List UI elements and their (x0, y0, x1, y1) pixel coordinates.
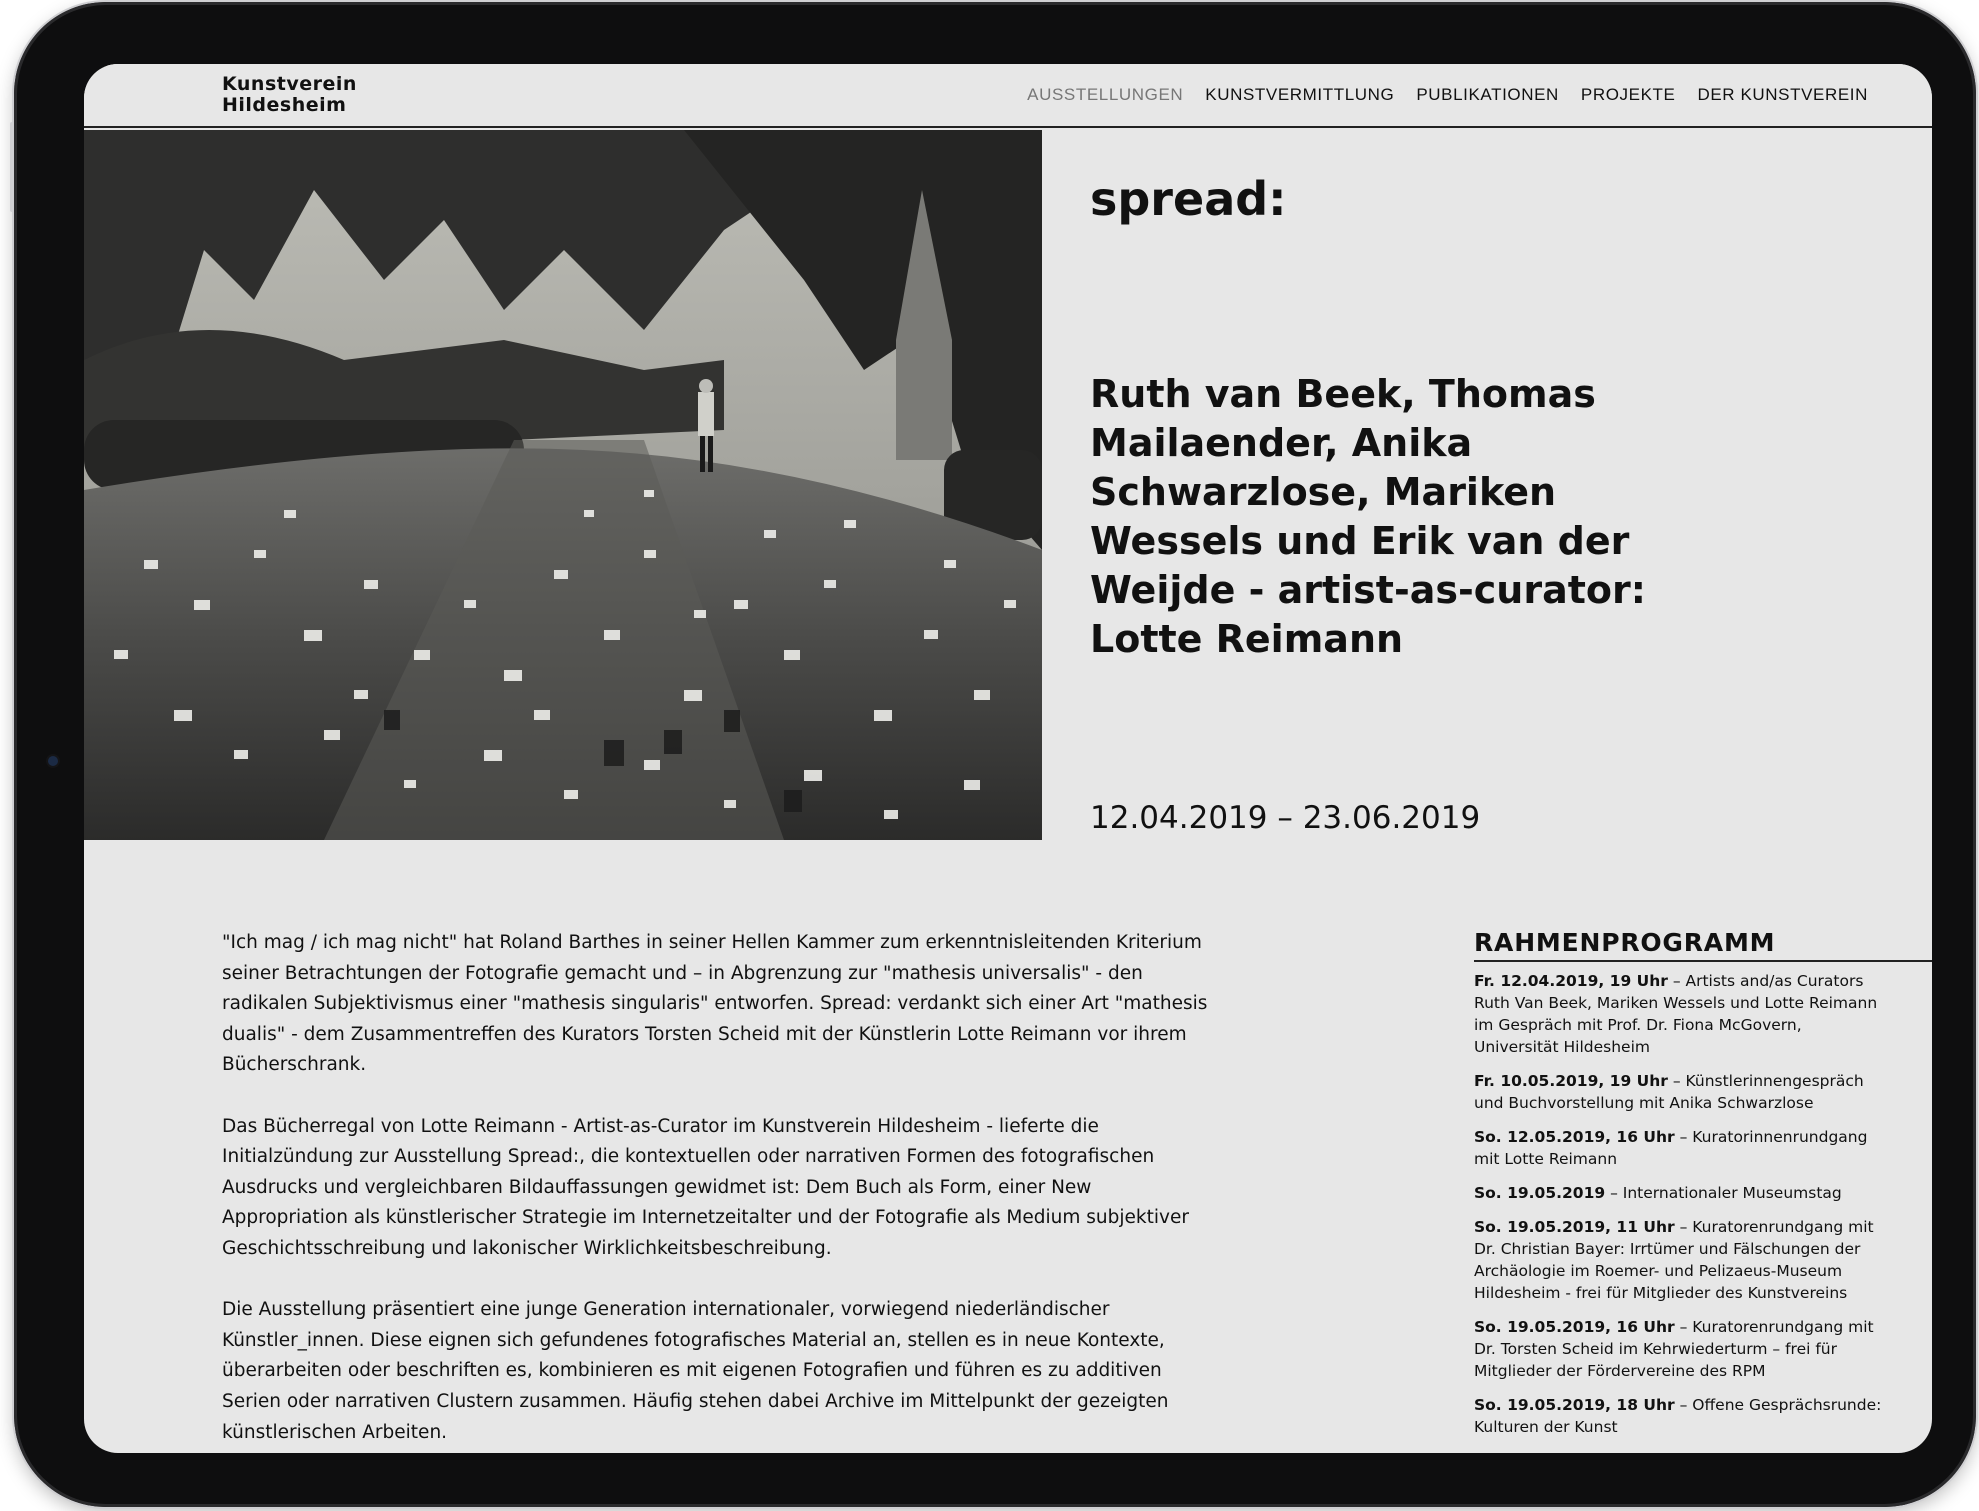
exhibition-artists: Ruth van Beek, Thomas Mailaender, Anika Schwarzlose, Mariken Wessels und Erik van der Weijde - artist-as-curator: Lotte Reimann (1090, 372, 1646, 661)
nav-publikationen[interactable]: PUBLIKATIONEN (1416, 85, 1559, 104)
logo-line-1: Kunstverein (222, 73, 357, 95)
exhibition-dates: 12.04.2019 – 23.06.2019 (1090, 800, 1481, 836)
front-camera (48, 756, 58, 766)
rahmenprogramm-list (1474, 970, 1884, 1450)
exhibition-hero-image (84, 130, 1042, 840)
event-description: – Internationaler Museumstag (1605, 1184, 1842, 1202)
exhibition-title: spread: (1090, 172, 1287, 226)
site-logo[interactable] (222, 74, 357, 116)
event-date: So. 19.05.2019 (1474, 1184, 1606, 1202)
event-date: So. 12.05.2019, 16 Uhr (1474, 1128, 1675, 1146)
event-date: So. 19.05.2019, 11 Uhr (1474, 1218, 1675, 1236)
event-description: – Offene Gesprächsrunde: Kulturen der Kunst (1474, 1396, 1882, 1436)
nav-ausstellungen[interactable]: AUSSTELLUNGEN (1027, 85, 1184, 104)
description-paragraph: "Ich mag / ich mag nicht" hat Roland Barthes in seiner Hellen Kammer zum erkenntnisleitenden Kriterium seiner Betrachtungen der Fotografie gemacht und – in Abgrenzung zur "mathesis universalis" - den radikalen Subjektivismus einer "mathesis singularis" entworfen. Spread: verdankt sich einer Art "mathesis dualis" - dem Zusammentreffen des Kurators Torsten Scheid mit der Künstlerin Lotte Reimann vor ihrem Bücherschrank. (222, 932, 1208, 1076)
main-nav (1027, 85, 1868, 105)
side-button (10, 122, 14, 212)
event-item (1474, 1182, 1884, 1204)
description-paragraph: Das Bücherregal von Lotte Reimann - Artist-as-Curator im Kunstverein Hildesheim - lieferte die Initialzündung zur Ausstellung Spread:, die kontextuellen oder narrativen Formen des fotografischen Ausdrucks und vergleichbaren Bildauffassungen gewidmet ist: Dem Buch als Form, einer New Appropriation als künstlerischer Strategie im Internetzeitalter und der Fotografie als Medium subjektiver Geschichtsschreibung und lakonischer Wirklichkeitsbeschreibung. (222, 1115, 1189, 1259)
nav-der-kunstverein[interactable]: DER KUNSTVEREIN (1697, 85, 1868, 104)
event-date: Fr. 12.04.2019, 19 Uhr (1474, 972, 1668, 990)
event-description: – Künstlerinnengespräch und Buchvorstellung mit Anika Schwarzlose (1474, 1072, 1864, 1112)
event-description: – Kuratorenrundgang mit Dr. Torsten Scheid im Kehrwiederturm – frei für Mitglieder der Fördervereine des RPM (1474, 1318, 1874, 1380)
hero-photo (84, 130, 1042, 840)
nav-kunstvermittlung[interactable]: KUNSTVERMITTLUNG (1205, 85, 1395, 104)
exhibition-description (222, 928, 1212, 1453)
event-description: – Kuratorinnenrundgang mit Lotte Reimann (1474, 1128, 1868, 1168)
tablet-frame (14, 2, 1976, 1507)
event-item (1474, 970, 1884, 1058)
rahmenprogramm-divider (1474, 960, 1932, 962)
event-date: So. 19.05.2019, 16 Uhr (1474, 1318, 1675, 1336)
nav-projekte[interactable]: PROJEKTE (1580, 85, 1676, 104)
event-item (1474, 1216, 1884, 1304)
event-item (1474, 1126, 1884, 1170)
site-header (84, 64, 1932, 128)
rahmenprogramm-heading: RAHMENPROGRAMM (1474, 928, 1776, 957)
logo-line-2: Hildesheim (222, 94, 347, 116)
description-paragraph: Die Ausstellung präsentiert eine junge Generation internationaler, vorwiegend niederländischer Künstler_innen. Diese eignen sich gefundenes fotografisches Material an, stellen es in neue Kontexte, überarbeiten oder beschriften es, kombinieren es mit eigenen Fotografien und führen es zu additiven Serien oder narrativen Clustern zusammen. Häufig stehen dabei Archive im Mittelpunkt der gezeigten künstlerischen Arbeiten. (222, 1299, 1169, 1443)
event-item (1474, 1070, 1884, 1114)
event-description: – Artists and/as Curators Ruth Van Beek, Mariken Wessels und Lotte Reimann im Gespräch mit Prof. Dr. Fiona McGovern, Universität Hildesheim (1474, 972, 1878, 1056)
event-description: – Kuratorenrundgang mit Dr. Christian Bayer: Irrtümer und Fälschungen der Archäologie im Roemer- und Pelizaeus-Museum Hildesheim - frei für Mitglieder des Kunstvereins (1474, 1218, 1874, 1302)
event-item (1474, 1316, 1884, 1382)
event-date: So. 19.05.2019, 18 Uhr (1474, 1396, 1675, 1414)
browser-viewport (84, 64, 1932, 1453)
event-date: Fr. 10.05.2019, 19 Uhr (1474, 1072, 1668, 1090)
event-item (1474, 1394, 1884, 1438)
